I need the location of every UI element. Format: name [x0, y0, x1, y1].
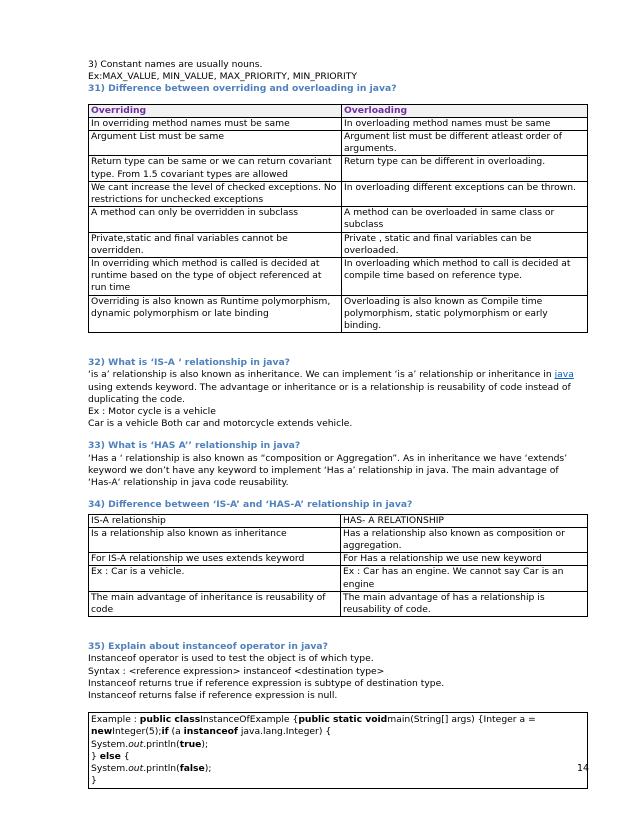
q35-syntax: Syntax : <reference expression> instanceof <destination type>	[88, 665, 385, 677]
cell: For IS-A relationship we uses extends keyword	[89, 553, 341, 566]
cell: In overloading different exceptions can be thrown.	[342, 181, 588, 206]
table-row	[89, 258, 588, 296]
table-row	[89, 553, 588, 566]
q35-line4: Instanceof returns false if reference expression is null.	[88, 689, 338, 701]
code-line-4	[91, 751, 585, 763]
q35-heading: 35) Explain about instanceof operator in java?	[88, 641, 328, 653]
java-link[interactable]: java	[554, 369, 574, 381]
code-line-5	[91, 763, 585, 775]
q33-line3: ‘Has-A‘ relationship in java code reusability.	[88, 477, 289, 489]
code-keyword: instanceof	[183, 726, 238, 738]
cell: In overriding which method is called is decided at runtime based on the type of object referenced at run time	[89, 258, 342, 296]
cell: Argument list must be different atleast order of arguments.	[342, 131, 588, 156]
code-text: System.	[91, 738, 129, 750]
intro-rule-3: 3) Constant names are usually nouns.	[88, 59, 263, 70]
cell: Argument List must be same	[89, 131, 342, 156]
cell: In overloading which method to call is decided at compile time based on reference type.	[342, 258, 588, 296]
table-row	[89, 232, 588, 257]
q32-para-line3: duplicating the code.	[88, 393, 186, 405]
cell: IS-A relationship	[89, 514, 341, 527]
code-keyword: else	[99, 750, 121, 762]
q32-heading: 32) What is ‘IS-A ‘ relationship in java?	[88, 357, 290, 369]
table-row	[89, 207, 588, 232]
q32-example: Ex : Motor cycle is a vehicle	[88, 406, 216, 418]
code-keyword: public static void	[298, 714, 388, 726]
q32-para-line2: using extends keyword. The advantage or inheritance or is a relationship is reusability of code instead of	[88, 381, 571, 393]
q35-line1: Instanceof operator is used to test the object is of which type.	[88, 653, 374, 665]
cell: Return type can be different in overloading.	[342, 156, 588, 181]
code-text: .println(	[143, 738, 180, 750]
code-text: main(String[] args) {Integer a =	[387, 714, 536, 726]
table-row	[89, 181, 588, 206]
q33-heading: 33) What is ‘HAS A’’ relationship in java?	[88, 440, 301, 452]
cell: Ex : Car has an engine. We cannot say Car is an engine	[341, 566, 588, 591]
code-text: {	[120, 750, 130, 762]
intro-example: Ex:MAX_VALUE, MIN_VALUE, MAX_PRIORITY, MIN_PRIORITY	[88, 71, 357, 83]
cell: The main advantage of inheritance is reusability of code	[89, 591, 341, 616]
is-a-has-a-table	[88, 514, 588, 618]
code-line-6: }	[91, 775, 97, 787]
table-row	[89, 514, 588, 527]
code-text: Example :	[91, 714, 140, 726]
page-content	[88, 59, 588, 789]
cell: In overriding method names must be same	[89, 117, 342, 130]
table-row	[89, 156, 588, 181]
cell: HAS- A RELATIONSHIP	[341, 514, 588, 527]
q33-line2: keyword we don’t have any keyword to implement ‘Has a’ relationship in java. The main advantage of	[88, 464, 559, 476]
table-row	[89, 131, 588, 156]
code-text: (a	[168, 726, 184, 738]
table-row	[89, 117, 588, 130]
code-keyword: new	[91, 726, 113, 738]
q32-car-line: Car is a vehicle Both car and motorcycle extends vehicle.	[88, 418, 353, 430]
code-keyword: false	[179, 762, 205, 774]
page-number: 14	[577, 763, 590, 774]
code-text: java.lang.Integer) {	[237, 726, 332, 738]
cell: A method can be overloaded in same class or subclass	[342, 207, 588, 232]
code-example-box	[88, 712, 588, 789]
code-line-2	[91, 726, 585, 738]
code-text: Integer(5);	[112, 726, 162, 738]
code-text: System.	[91, 762, 129, 774]
table-row	[89, 566, 588, 591]
cell: We cant increase the level of checked exceptions. No restrictions for unchecked exceptions	[89, 181, 342, 206]
q32-text: ‘is a’ relationship is also known as inheritance. We can implement ‘is a’ relationship or inheritance in	[88, 369, 552, 381]
code-text: );	[204, 762, 212, 774]
cell: Private,static and final variables cannot be overridden.	[89, 232, 342, 257]
code-field: out	[128, 738, 144, 750]
q33-line1: ‘Has a ‘ relationship is also known as “composition or Aggregation”. As in inheritance we have ‘extends’	[88, 452, 568, 464]
cell: Private , static and final variables can be overloaded.	[342, 232, 588, 257]
code-keyword: true	[179, 738, 202, 750]
code-keyword: public class	[139, 714, 201, 726]
code-line-3	[91, 739, 585, 751]
code-keyword: if	[161, 726, 169, 738]
table-row	[89, 591, 588, 616]
q32-para-line1	[88, 369, 588, 381]
cell: In overloading method names must be same	[342, 117, 588, 130]
cell: Is a relationship also known as inheritance	[89, 527, 341, 552]
overriding-overloading-table	[88, 104, 588, 334]
code-text: InstanceOfExample {	[200, 714, 299, 726]
q34-heading: 34) Difference between ‘IS-A’ and ‘HAS-A’ relationship in java?	[88, 499, 413, 511]
table-row	[89, 527, 588, 552]
cell: Has a relationship also known as composition or aggregation.	[341, 527, 588, 552]
table-header-row	[89, 104, 588, 117]
header-overloading: Overloading	[342, 104, 588, 117]
code-text: );	[201, 738, 209, 750]
q35-line3: Instanceof returns true if reference expression is subtype of destination type.	[88, 677, 445, 689]
cell: Return type can be same or we can return covariant type. From 1.5 covariant types are allowed	[89, 156, 342, 181]
code-text: }	[91, 750, 100, 762]
cell: For Has a relationship we use new keyword	[341, 553, 588, 566]
table-row	[89, 295, 588, 333]
cell: The main advantage of has a relationship is reusability of code.	[341, 591, 588, 616]
cell: Overriding is also known as Runtime polymorphism, dynamic polymorphism or late binding	[89, 295, 342, 333]
code-text: .println(	[143, 762, 180, 774]
cell: Overloading is also known as Compile time polymorphism, static polymorphism or early binding.	[342, 295, 588, 333]
cell: Ex : Car is a vehicle.	[89, 566, 341, 591]
cell: A method can only be overridden in subclass	[89, 207, 342, 232]
code-field: out	[128, 762, 144, 774]
code-line-1	[91, 714, 585, 726]
header-overriding: Overriding	[89, 104, 342, 117]
q31-heading: 31) Difference between overriding and overloading in java?	[88, 83, 397, 95]
